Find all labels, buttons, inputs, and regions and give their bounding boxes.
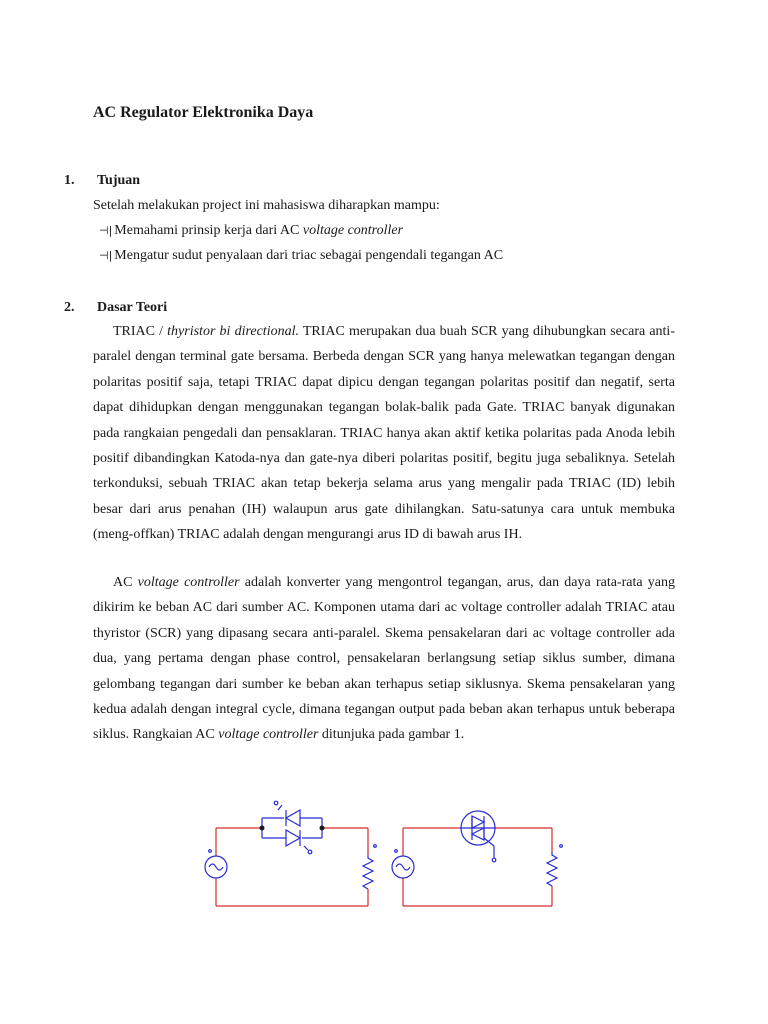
resistor-icon: [363, 845, 376, 889]
section-2-heading: Dasar Teori: [97, 300, 168, 315]
section-1-intro: Setelah melakukan project ini mahasiswa diharapkan mampu:: [93, 198, 440, 213]
paragraph-ac-emphasis-2: voltage controller: [218, 727, 319, 743]
paragraph-ac-lead: AC: [113, 575, 138, 590]
junction-dot: [260, 826, 265, 831]
scr-pair-icon: [262, 801, 322, 854]
document-title: AC Regulator Elektronika Daya: [93, 104, 314, 121]
bullet-mark-icon: ⊣|: [99, 249, 113, 262]
paragraph-triac-emphasis: thyristor bi directional.: [167, 324, 299, 339]
paragraph-ac-emphasis: voltage controller: [137, 575, 240, 590]
objective-2-text: Mengatur sudut penyalaan dari triac sebagai pengendali tegangan AC: [114, 248, 504, 263]
paragraph-ac-body: adalah konverter yang mengontrol tegangan, arus, dan daya rata-rata yang dikirim ke beban AC dari sumber AC. Komponen utama dari ac voltage controller adalah TRIAC atau thyristor (SCR) yang dipasang secara anti-paralel. Skema pensakelaran dari ac voltage controller ada dua, yang pertama dengan phase control, pensakelaran berlangsung setiap siklus sumber, dimana gelombang tegangan dari sumber ke beban akan terhapus setiap siklusnya. Skema pensakelaran yang kedua adalah dengan integral cycle, dimana tegangan output pada beban akan terhapus untuk beberapa siklus. Rangkaian AC: [93, 575, 676, 743]
junction-dot: [320, 826, 325, 831]
left-circuit-wires: [216, 828, 368, 906]
objective-1-text: Memahami prinsip kerja dari AC: [114, 223, 303, 238]
section-2-number: 2.: [64, 300, 75, 315]
triac-icon: [460, 811, 496, 862]
paragraph-triac-body: TRIAC merupakan dua buah SCR yang dihubungkan secara anti-paralel dengan terminal gate bersama. Berbeda dengan SCR yang hanya melewatkan tegangan dengan polaritas positif saja, tetapi TRIAC dapat dipicu dengan tegangan polaritas positif dan negatif, serta dapat dihidupkan dengan menggunakan tegangan bolak-balik pada Gate. TRIAC banyak digunakan pada rangkaian pengedali dan pensaklaran. TRIAC hanya akan aktif ketika polaritas pada Anoda lebih positif dibandingkan Katoda-nya dan gate-nya diberi polaritas positif, begitu juga sebaliknya. Setelah terkonduksi, sebuah TRIAC akan tetap bekerja selama arus yang mengalir pada TRIAC (ID) lebih besar dari arus penahan (IH) walaupun arus gate dihilangkan. Satu-satunya cara untuk membuka (meng-offkan) TRIAC adalah dengan mengurangi arus ID di bawah arus IH.: [93, 324, 675, 543]
objective-1-emphasis: voltage controller: [302, 223, 404, 238]
right-circuit-wires: [403, 828, 552, 906]
paragraph-triac-lead: TRIAC /: [113, 324, 168, 339]
paragraph-ac-tail: ditunjuka pada gambar 1.: [318, 727, 465, 743]
resistor-icon: [547, 845, 562, 886]
section-1-heading: Tujuan: [97, 173, 141, 188]
bullet-mark-icon: ⊣|: [99, 224, 113, 237]
section-1-number: 1.: [64, 173, 75, 188]
